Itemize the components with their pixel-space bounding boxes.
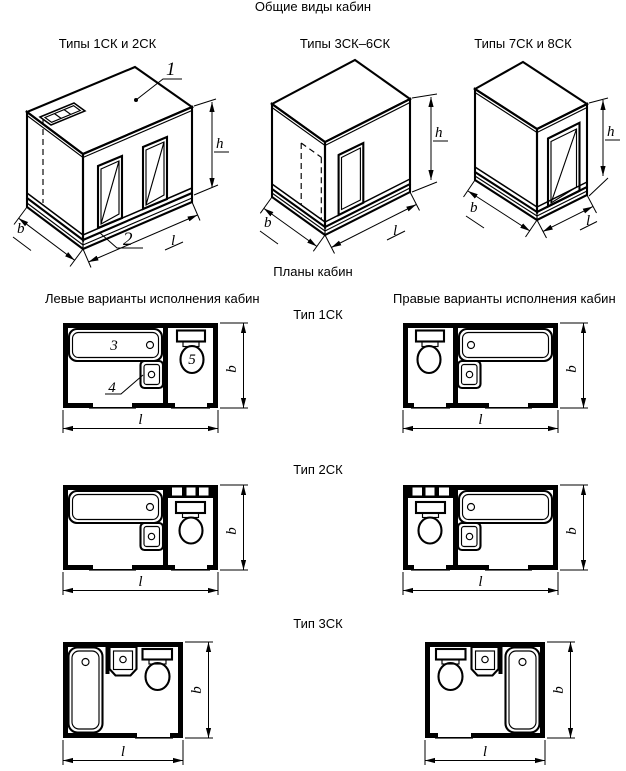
dimension-width — [220, 323, 248, 408]
dimension-width — [185, 642, 213, 738]
dim-label-b: b — [17, 221, 25, 237]
toilet — [416, 331, 444, 374]
dim-label-b: b — [264, 215, 272, 231]
sheet-title: Общие виды кабин — [254, 0, 372, 14]
plan-2sk-left — [55, 477, 265, 602]
right-variants-heading: Правые варианты исполнения кабин — [393, 291, 616, 306]
callout-base-number: 2 — [123, 229, 133, 250]
bathtub — [459, 491, 552, 523]
dimension-length — [425, 740, 545, 765]
toilet — [416, 502, 445, 544]
dim-label-l: l — [138, 412, 143, 428]
washbasin — [141, 523, 164, 550]
bathtub — [69, 648, 103, 733]
plan-geometry — [63, 642, 183, 739]
roof-hatch — [40, 103, 85, 125]
view-label-types-7sk-8sk: Типы 7СК и 8СК — [474, 36, 572, 51]
dimension-length — [403, 410, 558, 433]
callout-washbasin-number: 4 — [108, 380, 116, 396]
dim-label-l: l — [393, 223, 398, 239]
dimension-height — [412, 94, 448, 192]
bathtub — [459, 329, 552, 361]
plan-geometry-mirrored — [403, 323, 558, 409]
washbasin — [472, 647, 499, 676]
dimension-height — [589, 98, 620, 196]
dim-label-h: h — [435, 125, 443, 141]
dim-label-l: l — [171, 233, 176, 249]
dimension-length — [63, 410, 218, 433]
callout-bath-number: 3 — [110, 338, 118, 354]
dimension-length — [63, 572, 218, 595]
door-opening — [339, 143, 364, 215]
dim-label-h: h — [216, 136, 224, 152]
plan-geometry — [63, 485, 218, 571]
dim-label-b: b — [564, 365, 580, 373]
iso-view-types-7sk-8sk — [450, 57, 626, 252]
callout-roof-number: 1 — [166, 59, 176, 80]
left-variants-heading: Левые варианты исполнения кабин — [45, 291, 260, 306]
plan-3sk-right — [417, 634, 626, 771]
dim-label-l: l — [482, 744, 488, 760]
toilet — [436, 649, 466, 690]
dim-label-b: b — [564, 527, 580, 535]
plan-geometry-mirrored — [425, 642, 545, 739]
view-label-types-3sk-6sk: Типы 3СК–6СК — [299, 36, 391, 51]
dimension-height — [194, 99, 229, 195]
plan-1sk-left — [55, 315, 265, 440]
dim-label-l: l — [120, 744, 126, 760]
dim-label-l: l — [478, 412, 483, 428]
plan-geometry-mirrored — [403, 485, 558, 571]
dim-label-b: b — [224, 527, 240, 535]
dim-label-b: b — [189, 686, 205, 694]
iso-view-types-1sk-2sk — [5, 55, 240, 270]
toilet — [143, 649, 173, 690]
plans-heading: Планы кабин — [273, 264, 353, 279]
dim-label-b: b — [224, 365, 240, 373]
dimension-width — [560, 485, 588, 570]
door-opening-1 — [98, 156, 122, 228]
dim-label-b: b — [551, 686, 567, 694]
washbasin — [141, 361, 164, 388]
bathtub — [506, 648, 540, 733]
washbasin — [458, 361, 481, 388]
iso-view-types-3sk-6sk — [245, 57, 443, 257]
plan-3sk-left — [55, 634, 265, 771]
dim-label-l: l — [478, 574, 483, 590]
bathtub — [69, 491, 162, 523]
callout-toilet-number: 5 — [188, 352, 196, 368]
plan-1sk-right — [395, 315, 605, 440]
dimension-width — [547, 642, 575, 738]
callout-washbasin — [105, 375, 143, 396]
washbasin — [458, 523, 481, 550]
plan-type-2sk-label: Тип 2СК — [293, 462, 343, 477]
view-label-types-1sk-2sk: Типы 1СК и 2СК — [58, 36, 157, 51]
plan-type-1sk-label: Тип 1СК — [293, 307, 343, 322]
dimension-width — [560, 323, 588, 408]
plan-2sk-right — [395, 477, 605, 602]
plan-type-3sk-label: Тип 3СК — [293, 616, 343, 631]
dimension-length — [403, 572, 558, 595]
dimension-width — [220, 485, 248, 570]
dim-label-h: h — [607, 124, 615, 140]
dim-label-b: b — [470, 200, 478, 216]
door-opening-2 — [143, 137, 167, 209]
dimension-length — [63, 740, 183, 765]
dim-label-l: l — [138, 574, 143, 590]
dim-label-l: l — [586, 213, 591, 229]
toilet — [176, 502, 205, 544]
washbasin — [110, 647, 137, 676]
